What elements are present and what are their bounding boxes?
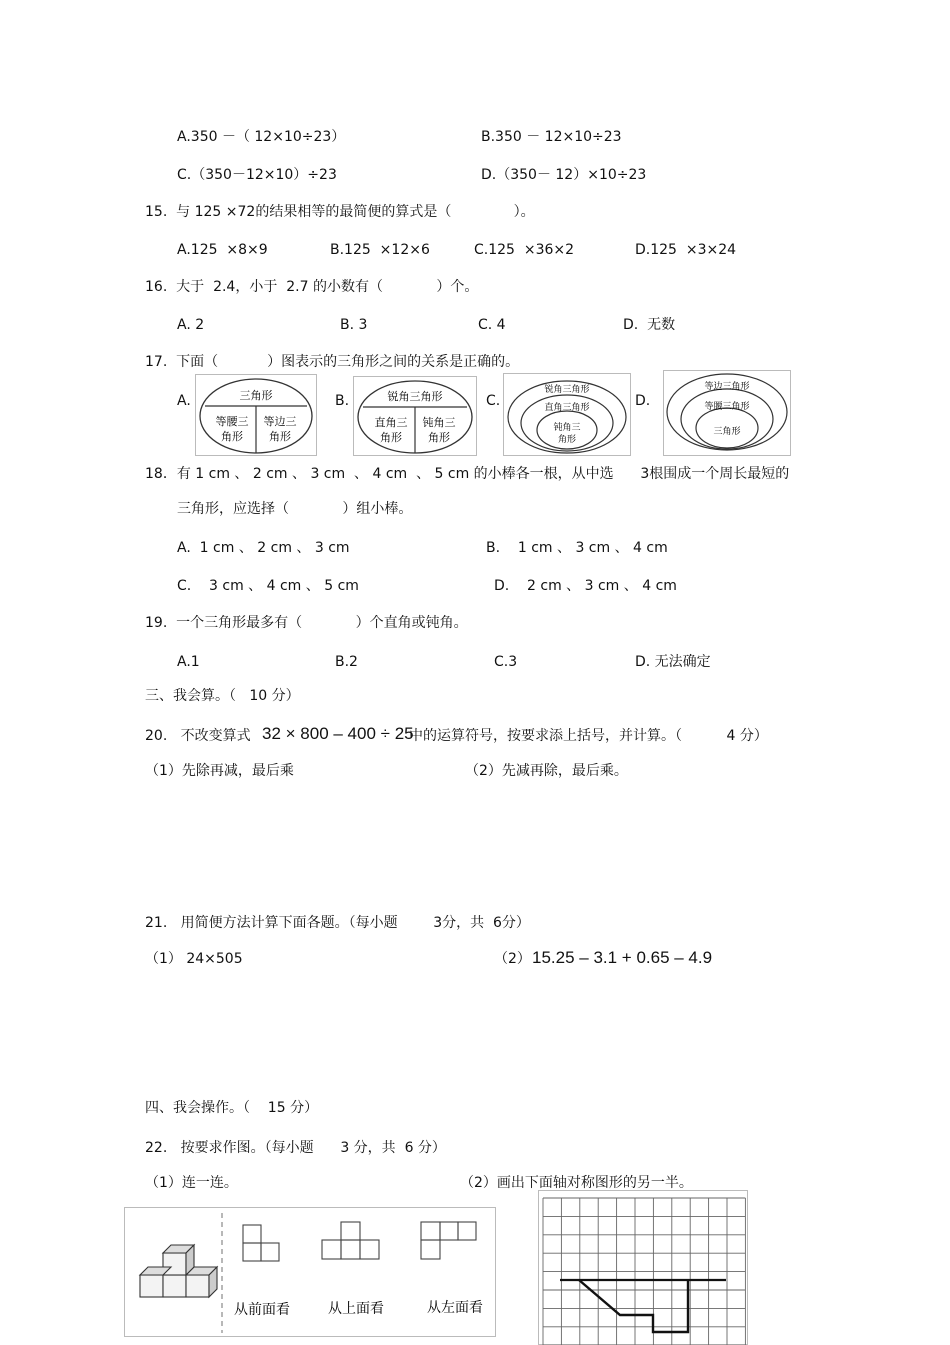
q16-option-a: A. 2 (177, 317, 205, 333)
fig-c-middle-label: 直角三角形 (544, 403, 590, 413)
q14-option-b: B.350 － 12×10÷23 (481, 129, 622, 145)
fig-b-left-line1: 直角三 (374, 416, 408, 429)
q18-option-b: B. 1 cm 、 3 cm 、 4 cm (486, 540, 668, 556)
q20-sub2: （2）先减再除，最后乘。 (465, 763, 628, 779)
fig-a-top-label: 三角形 (239, 389, 273, 402)
fig-b-right-line2: 角形 (428, 431, 450, 444)
fig-a-right-line1: 等边三 (263, 415, 297, 428)
q14-option-a: A.350 －（ 12×10÷23） (177, 129, 346, 145)
section-3-heading: 三、我会算。（ 10 分） (145, 688, 300, 704)
q17-label-b: B. (335, 393, 350, 409)
q22-symmetry-grid (538, 1190, 748, 1345)
fig-c-inner-line2: 角形 (557, 435, 577, 445)
q20-stem-post: 中的运算符号，按要求添上括号，并计算。（ 4 分） (409, 728, 768, 744)
fig-d-middle-label: 等腰三角形 (704, 402, 750, 412)
q19-option-a: A.1 (177, 654, 200, 670)
q17-figure-a (195, 374, 317, 456)
fig-a-left-line2: 角形 (221, 430, 243, 443)
fig-c-outer-label: 锐角三角形 (544, 385, 590, 395)
q16-option-d: D. 无数 (623, 317, 676, 333)
q15-stem: 15. 与 125 ×72的结果相等的最简便的算式是（ ）。 (145, 204, 535, 220)
q22-views-figure (124, 1207, 496, 1337)
fig-a-right-line2: 角形 (269, 430, 291, 443)
q20-expression: 32 × 800 – 400 ÷ 25 (262, 724, 414, 743)
q18-option-a: A. 1 cm 、 2 cm 、 3 cm (177, 540, 350, 556)
q17-label-a: A. (177, 393, 191, 409)
q19-stem: 19. 一个三角形最多有（ ）个直角或钝角。 (145, 615, 468, 631)
q18-line1: 18．有 1 cm 、 2 cm 、 3 cm 、 4 cm 、 5 cm 的小棒各一根，从中选 3根围成一个周长最短的 (145, 466, 790, 482)
q18-line2: 三角形，应选择（ ）组小棒。 (177, 501, 413, 517)
q17-figure-c (503, 373, 631, 456)
q15-option-d: D.125 ×3×24 (635, 242, 737, 258)
q18-option-d: D. 2 cm 、 3 cm 、 4 cm (494, 578, 677, 594)
q19-option-b: B.2 (335, 654, 358, 670)
fig-c-inner-line1: 钝角三 (553, 423, 581, 433)
q16-option-b: B. 3 (340, 317, 368, 333)
q14-option-c: C.（350－12×10）÷23 (177, 167, 337, 183)
q22-stem: 22. 按要求作图。（每小题 3 分，共 6 分） (145, 1140, 446, 1156)
fig-b-left-line2: 角形 (380, 431, 402, 444)
q21-sub1: （1） 24×505 (145, 951, 243, 967)
q22-sub2: （2）画出下面轴对称图形的另一半。 (460, 1175, 693, 1191)
q17-figure-b (353, 376, 477, 456)
view-label-front: 从前面看 (234, 1302, 290, 1318)
q14-option-d: D.（350－ 12）×10÷23 (481, 167, 647, 183)
q20-sub1: （1）先除再减，最后乘 (145, 763, 294, 779)
q17-label-d: D. (635, 393, 651, 409)
fig-a-left-line1: 等腰三 (215, 415, 249, 428)
q19-option-c: C.3 (494, 654, 518, 670)
q16-stem: 16. 大于 2.4，小于 2.7 的小数有（ ）个。 (145, 279, 479, 295)
q20-stem-pre: 20. 不改变算式 (145, 728, 251, 744)
q15-option-b: B.125 ×12×6 (330, 242, 430, 258)
fig-b-right-line1: 钝角三 (422, 416, 456, 429)
q21-stem: 21. 用简便方法计算下面各题。（每小题 3分，共 6分） (145, 915, 530, 931)
fig-d-inner-label: 三角形 (713, 427, 741, 437)
q15-option-a: A.125 ×8×9 (177, 242, 268, 258)
q21-sub2-prefix: （2） (494, 951, 531, 967)
q17-figure-d (663, 370, 791, 456)
view-label-left: 从左面看 (427, 1300, 483, 1316)
q18-option-c: C. 3 cm 、 4 cm 、 5 cm (177, 578, 359, 594)
fig-d-outer-label: 等边三角形 (704, 382, 750, 392)
q19-option-d: D. 无法确定 (635, 654, 711, 670)
view-label-top: 从上面看 (328, 1301, 384, 1317)
q16-option-c: C. 4 (478, 317, 506, 333)
q17-stem: 17. 下面（ ）图表示的三角形之间的关系是正确的。 (145, 354, 520, 370)
q15-option-c: C.125 ×36×2 (474, 242, 575, 258)
section-4-heading: 四、我会操作。（ 15 分） (145, 1100, 319, 1116)
fig-b-top-label: 锐角三角形 (387, 390, 443, 403)
q22-sub1: （1）连一连。 (145, 1175, 238, 1191)
q21-sub2-expression: 15.25 – 3.1 + 0.65 – 4.9 (532, 948, 713, 967)
q17-label-c: C. (486, 393, 501, 409)
